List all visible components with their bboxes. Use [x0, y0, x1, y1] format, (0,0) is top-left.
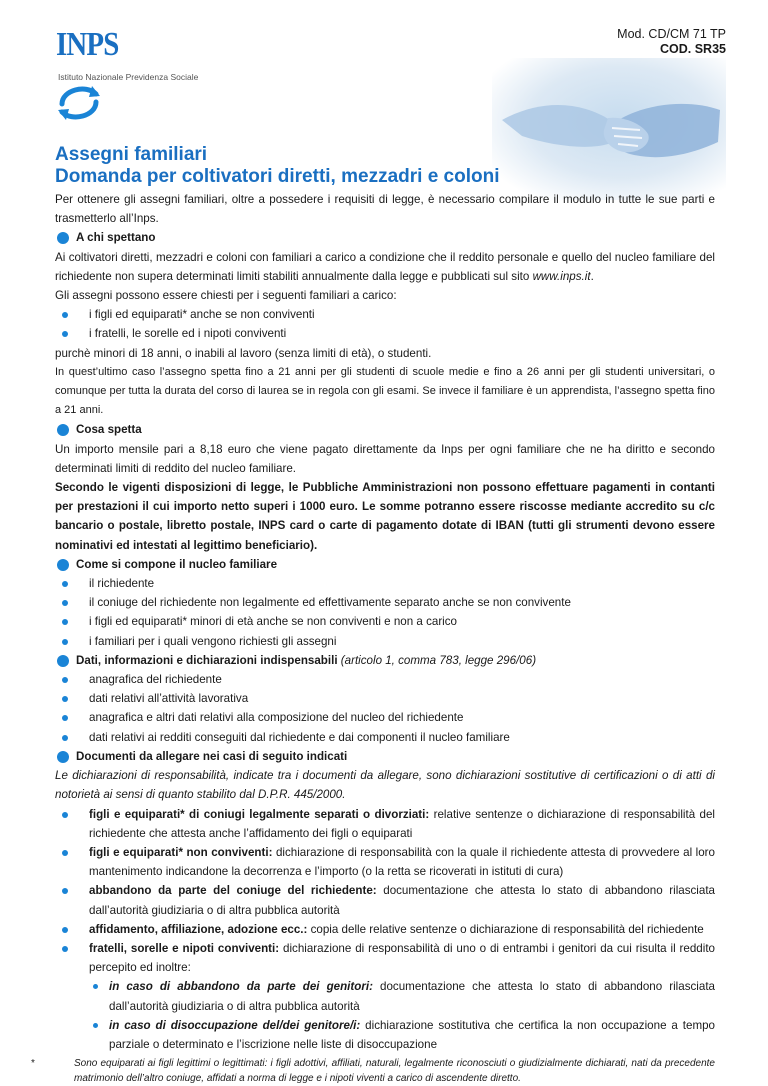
list-item: il coniuge del richiedente non legalmente ed effettivamente separato anche se non convivente	[89, 593, 715, 612]
list-item: i familiari per i quali vengono richiesti gli assegni	[89, 632, 715, 651]
bullet-list	[55, 670, 715, 747]
heading-text: A chi spettano	[76, 231, 156, 245]
heading-text: Documenti da allegare nei casi di seguito indicati	[76, 749, 348, 763]
list-item: i figli ed equiparati* anche se non conviventi	[89, 305, 715, 324]
inps-swirl-icon	[56, 82, 102, 124]
section-heading	[55, 228, 715, 247]
inps-logo	[54, 26, 244, 126]
item-text: dichiarazione sostitutiva che certifica la non occupazione a tempo parziale o determinato e l’iscrizione nelle liste di disoccupazione	[109, 1018, 715, 1051]
mod-code: Mod. CD/CM 71 TP	[617, 27, 726, 41]
heading-text: Come si compone il nucleo familiare	[76, 557, 278, 571]
logo-subtitle: Istituto Nazionale Previdenza Sociale	[58, 72, 199, 82]
bullet-circle-icon	[57, 424, 69, 436]
item-text: documentazione che attesta lo stato di abbandono rilasciata dall’autorità giudiziaria o di altra pubblica autorità	[89, 884, 715, 917]
title-line-2: Domanda per coltivatori diretti, mezzadri e coloni	[55, 166, 500, 187]
title-line-1: Assegni familiari	[55, 144, 208, 165]
list-item	[89, 920, 715, 939]
sub-list-item	[109, 1016, 715, 1054]
footnote-marker: *	[31, 1058, 35, 1070]
list-item: dati relativi ai redditi conseguiti dal richiedente e dai componenti il nucleo familiare	[89, 728, 715, 747]
section-heading	[55, 651, 715, 670]
section-heading	[55, 420, 715, 439]
footnote-text: Sono equiparati ai figli legittimi o legittimati: i figli adottivi, affiliati, naturali, legalmente riconosciuti o giudizialmente dichiarati, nati da precedente matrimonio dell’altro coniuge, affidati a norma di legge e i nipoti viventi a carico di ascendente diretto.	[74, 1058, 715, 1085]
item-label: fratelli, sorelle e nipoti conviventi:	[89, 941, 280, 955]
text: Ai coltivatori diretti, mezzadri e coloni con familiari a carico a condizione che il reddito personale e quello del nucleo familiare del richiedente non supera determinati limiti stabiliti annualmente dalla legge e pubblicati sul sito	[55, 250, 715, 283]
intro-paragraph: Per ottenere gli assegni familiari, oltre a possedere i requisiti di legge, è necessario compilare il modulo in tutte le sue parti e trasmetterlo all’Inps.	[55, 193, 715, 226]
list-item: i fratelli, le sorelle ed i nipoti conviventi	[89, 324, 715, 343]
section-heading	[55, 555, 715, 574]
page-title	[55, 144, 499, 188]
website-link[interactable]: www.inps.it	[532, 269, 591, 283]
heading-text: Cosa spetta	[76, 423, 142, 437]
paragraph: Le dichiarazioni di responsabilità, indicate tra i documenti da allegare, sono dichiarazioni sostitutive di certificazioni o di atti di notorietà ai sensi di quanto stabilito dal D.P.R. 445/2000.	[55, 769, 715, 802]
item-text: dichiarazione di responsabilità con la quale il richiedente attesta di provvedere al loro mantenimento indicandone la decorrenza e l’importo (o la retta se ricoverati in istituti di cura)	[89, 845, 715, 879]
document-body	[31, 190, 715, 1086]
paragraph: Gli assegni possono essere chiesti per i seguenti familiari a carico:	[55, 289, 397, 303]
bullet-list	[55, 805, 715, 1055]
list-item	[89, 843, 715, 881]
paragraph: In quest’ultimo caso l’assegno spetta fino a 21 anni per gli studenti di scuole medie e fino a 26 anni per gli studenti universitari, o comunque per tutta la durata del corso di laurea se in regola con gli esami. Se invece il familiare è un apprendista, l’assegno spetta fino a 21 anni.	[55, 365, 715, 417]
text: .	[590, 269, 594, 283]
item-text: copia delle relative sentenze o dichiarazione di responsabilità del richiedente	[307, 922, 704, 936]
paragraph: Un importo mensile pari a 8,18 euro che viene pagato direttamente da Inps per ogni familiare che ne ha diritto e secondo determinati limiti di reddito del nucleo familiare.	[55, 442, 715, 475]
list-item: anagrafica del richiedente	[89, 670, 715, 689]
item-label: in caso di disoccupazione del/dei genitore/i:	[109, 1018, 361, 1032]
list-item	[89, 939, 715, 1054]
bullet-list	[55, 574, 715, 651]
heading-text: Dati, informazioni e dichiarazioni indispensabili	[76, 653, 338, 667]
footnote	[31, 1056, 715, 1086]
item-text: relative sentenze o dichiarazione di responsabilità del richiedente che attesta anche l’affidamento dei figli o equiparati	[89, 807, 715, 840]
list-item: i figli ed equiparati* minori di età anche se non conviventi e non a carico	[89, 612, 715, 631]
bullet-circle-icon	[57, 751, 69, 763]
logo-text: INPS	[56, 26, 119, 63]
item-label: figli e equiparati* di coniugi legalmente separati o divorziati:	[89, 807, 430, 821]
section-heading	[55, 747, 715, 766]
bullet-circle-icon	[57, 559, 69, 571]
list-item: anagrafica e altri dati relativi alla composizione del nucleo del richiedente	[89, 708, 715, 727]
list-item: dati relativi all’attività lavorativa	[89, 689, 715, 708]
item-label: in caso di abbandono da parte dei genitori:	[109, 980, 373, 994]
cod-code: COD. SR35	[660, 42, 726, 56]
sub-bullet-list	[89, 977, 715, 1054]
item-label: affidamento, affiliazione, adozione ecc.:	[89, 922, 308, 936]
item-label: abbandono da parte del coniuge del richiedente:	[89, 884, 377, 898]
legal-reference: (articolo 1, comma 783, legge 296/06)	[340, 653, 537, 667]
list-item	[89, 805, 715, 843]
bullet-circle-icon	[57, 655, 69, 667]
item-text: documentazione che attesta lo stato di abbandono rilasciata dall’autorità giudiziaria o di altra pubblica autorità	[109, 980, 715, 1013]
list-item: il richiedente	[89, 574, 715, 593]
item-label: figli e equiparati* non conviventi:	[89, 845, 273, 859]
bullet-list	[55, 305, 715, 343]
sub-list-item	[109, 977, 715, 1015]
paragraph: Secondo le vigenti disposizioni di legge, le Pubbliche Amministrazioni non possono effettuare pagamenti in contanti per prestazioni il cui importo netto superi i 1000 euro. Le somme potranno essere riscosse mediante accredito su c/c bancario o postale, libretto postale, INPS card o carte di pagamento dotate di IBAN (tutti gli strumenti devono essere nominativi ed intestati al legittimo beneficiario).	[55, 481, 715, 552]
list-item	[89, 881, 715, 919]
paragraph: purchè minori di 18 anni, o inabili al lavoro (senza limiti di età), o studenti.	[55, 346, 432, 360]
item-text: dichiarazione di responsabilità di uno o di entrambi i genitori da cui risulta il reddito percepito ed inoltre:	[89, 941, 715, 975]
paragraph	[55, 248, 715, 286]
bullet-circle-icon	[57, 232, 69, 244]
handshake-illustration	[492, 58, 726, 200]
module-code	[617, 27, 726, 57]
